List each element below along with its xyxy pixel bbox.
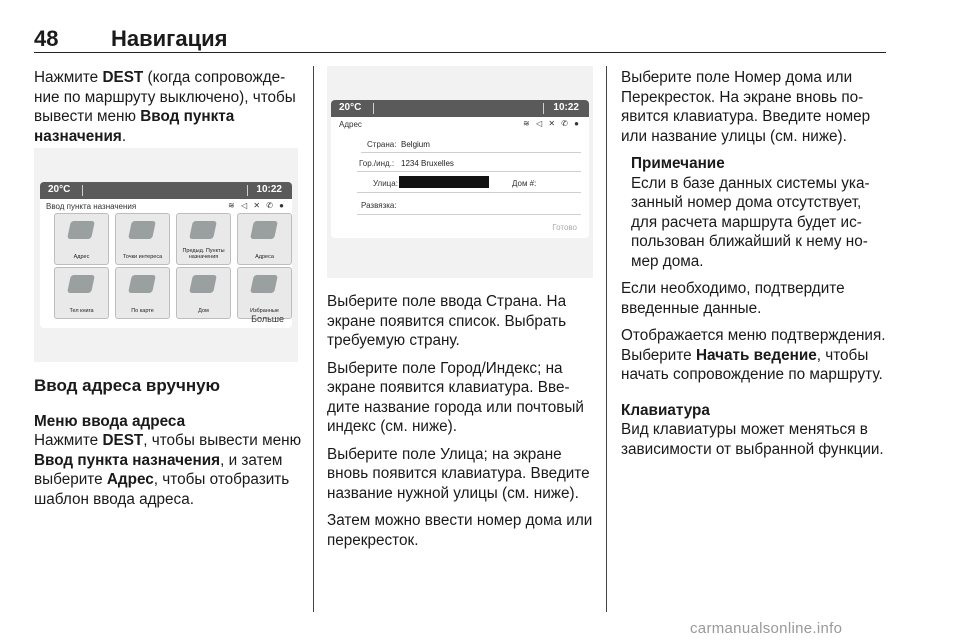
paragraph: Выберите поле Улица; на экране вновь появится клавиатура. Введите название нужной улицы (см. ниже). [327,445,590,502]
country-field[interactable]: Belgium [401,140,430,149]
column-divider [313,66,314,612]
status-icons: ≋ ◁ ✕ ✆ ● [228,201,286,210]
page-header [34,18,886,54]
page-title: Навигация [111,26,228,51]
paragraph: Выберите поле Город/Индекс; на экране появится клавиатура. Введите название города или почтовый индекс (см. ниже). [327,359,584,435]
tile-address[interactable]: Адрес [54,213,109,265]
tile-home[interactable]: Дом [176,267,231,319]
paragraph: Выберите поле Номер дома или Перекресток. На экране вновь появится клавиатура. Введите номер или название улицы (см. ниже). [621,69,871,145]
paragraph: Если необходимо, подтвердите введенные данные. [621,280,845,317]
done-button[interactable]: Готово [552,223,577,232]
tile-addresses[interactable]: Адреса [237,213,292,265]
screenshot-destination-menu [34,148,298,362]
body-paragraph: Нажмите DEST, чтобы вывести меню Ввод пункта назначения, и затем выберите Адрес, чтобы отобразить шаблон ввода адреса. [34,432,302,508]
country-label: Страна: [367,140,397,149]
infotainment-screen [331,100,589,238]
note-heading: Примечание [631,155,725,172]
clock: 10:22 [256,184,282,195]
street-field[interactable] [399,176,489,188]
tile-favorites[interactable]: Избранные [237,267,292,319]
tile-poi[interactable]: Точки интереса [115,213,170,265]
city-label: Гор./инд.: [359,159,395,168]
sub-heading: Меню ввода адреса [34,412,186,430]
temperature: 20°C [339,102,362,113]
house-label: Дом #: [512,179,537,188]
paragraph: Отображается меню подтверждения. Выберите Начать ведение, чтобы начать сопровождение по маршруту. [621,327,886,383]
map-icon [67,221,95,239]
status-icons: ≋ ◁ ✕ ✆ ● [523,119,581,128]
menu-title: Ввод пункта назначения [46,202,137,211]
map-icon [128,221,156,239]
watermark: carmanualsonline.info [690,620,843,637]
intro-paragraph: Нажмите DEST (когда сопровождение по маршруту выключено), чтобы вывести меню Ввод пункта назначения. [34,69,296,145]
map-icon [128,275,156,293]
column-divider [606,66,607,612]
page-number: 48 [34,26,59,51]
street-label: Улица: [373,179,398,188]
column-1-lower [34,376,304,517]
tile-previous-destinations[interactable]: Предыд. Пункты назначения [176,213,231,265]
status-bar [331,100,589,117]
temperature: 20°C [48,184,71,195]
star-icon [250,275,278,293]
status-bar [40,182,292,199]
screen-title: Адрес [339,120,362,129]
phone-icon [67,275,95,293]
section-heading: Ввод адреса вручную [34,376,221,395]
book-icon [250,221,278,239]
paragraph: Выберите поле ввода Страна. На экране появится список. Выбрать требуемую страну. [327,293,567,349]
column-1 [34,68,304,154]
header-rule [34,52,886,53]
screenshot-address-entry [327,66,593,278]
column-3 [621,68,889,467]
infotainment-screen [40,182,292,328]
keyboard-body: Вид клавиатуры может меняться в зависимости от выбранной функции. [621,421,884,458]
tile-phonebook[interactable]: Тел книга [54,267,109,319]
tile-from-map[interactable]: По карте [115,267,170,319]
note-body: Если в базе данных системы указанный номер дома отсутствует, для расчета маршрута будет использован ближайший к нему номер дома. [631,174,870,270]
note-box [631,154,889,271]
column-2 [327,292,595,558]
more-button[interactable]: Больше [251,314,284,324]
clock: 10:22 [553,102,579,113]
paragraph: Затем можно ввести номер дома или перекресток. [327,512,593,549]
city-field[interactable]: 1234 Bruxelles [401,159,454,168]
home-icon [189,275,217,293]
map-icon [189,221,217,239]
junction-label: Развязка: [361,201,397,210]
keyboard-heading: Клавиатура [621,401,710,419]
